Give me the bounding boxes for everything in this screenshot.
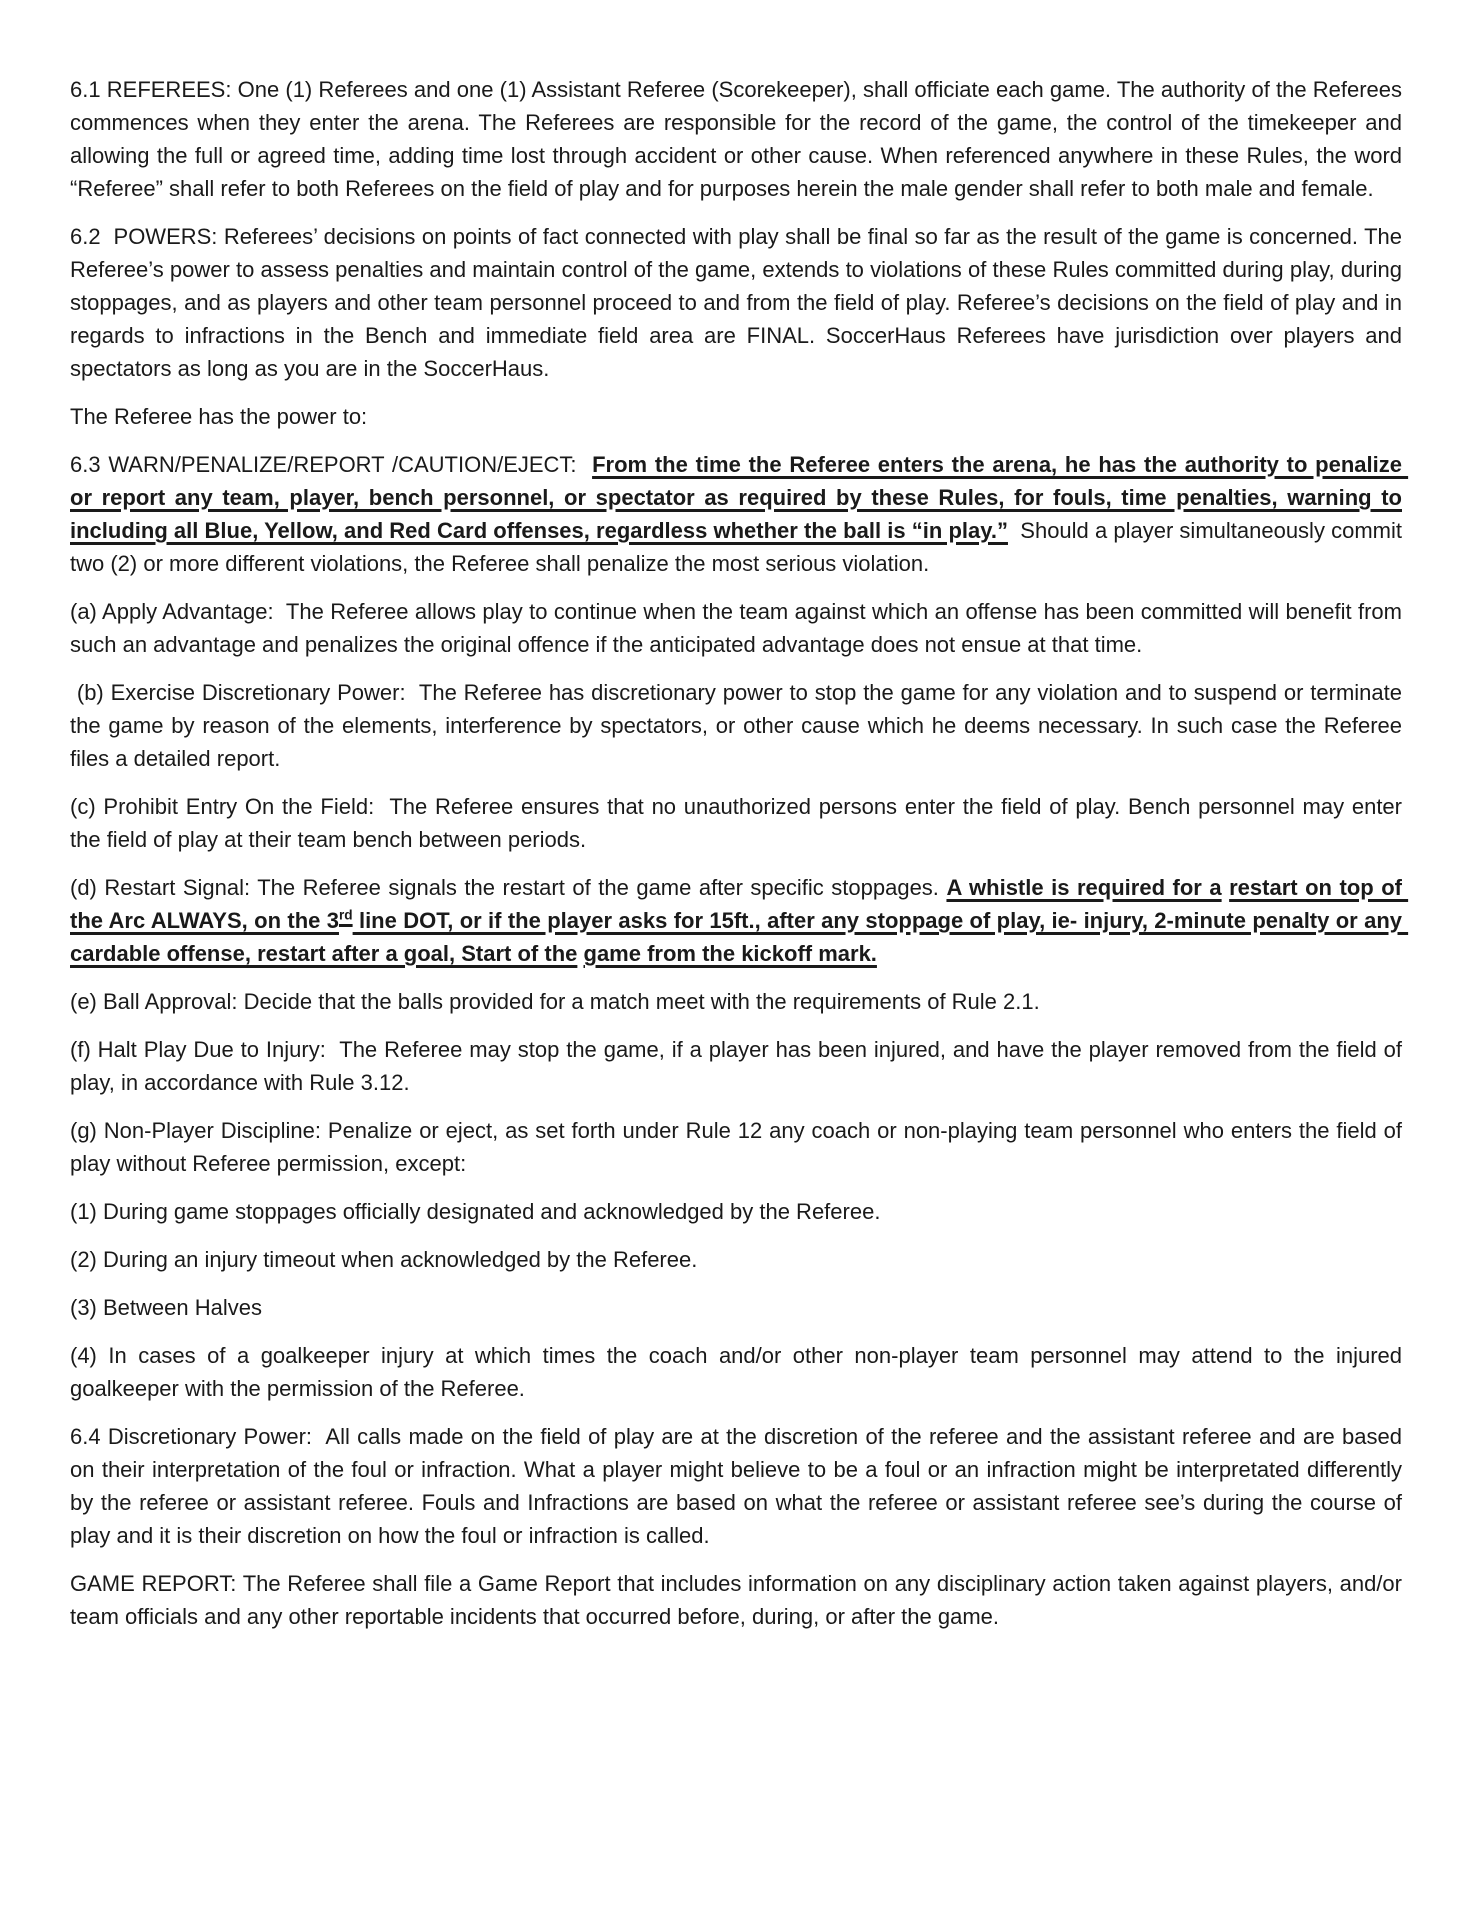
- emphasized-text-run: game from the kickoff mark.: [583, 941, 877, 966]
- paragraph: [70, 595, 1409, 661]
- text-run: 6.1 REFEREES: One (1) Referees and one (1) Assistant Referee (Scorekeeper), shall officiate each game. The authority of the Referees commences when they enter the arena. The Referees are responsible for the record of the game, the control of the timekeeper and allowing the full or agreed time, adding time lost through accident or other cause. When referenced anywhere in these Rules, the word “Referee” shall refer to both Referees on the field of play and for purposes herein the male gender shall refer to both male and female.: [70, 77, 1409, 201]
- text-run: (c) Prohibit Entry On the Field: The Referee ensures that no unauthorized persons enter the field of play. Bench personnel may enter the field of play at their team bench between periods.: [70, 794, 1409, 852]
- paragraph: [70, 871, 1409, 970]
- emphasized-text-run: rd: [338, 907, 353, 923]
- paragraph: [70, 676, 1409, 775]
- paragraph: [70, 1114, 1409, 1180]
- text-run: 6.2 POWERS: Referees’ decisions on points of fact connected with play shall be final so far as the result of the game is concerned. The Referee’s power to assess penalties and maintain control of the game, extends to violations of these Rules committed during play, during stoppages, and as players and other team personnel proceed to and from the field of play. Referee’s decisions on the field of play and in regards to infractions in the Bench and immediate field area are FINAL. SoccerHaus Referees have jurisdiction over players and spectators as long as you are in the SoccerHaus.: [70, 224, 1409, 381]
- document-body: [70, 73, 1409, 1633]
- emphasized-text-run: [1402, 485, 1408, 510]
- text-run: (f) Halt Play Due to Injury: The Referee may stop the game, if a player has been injured, and have the player removed from the field of play, in accordance with Rule 3.12.: [70, 1037, 1409, 1095]
- emphasized-text-run: line DOT, or if the player asks for 15ft., after any stoppage of play, ie- injury, 2-minute penalty or any cardable offense, restart after a goal, Start of the: [70, 908, 1409, 966]
- emphasized-text-run: restart on top of the Arc ALWAYS, on the 3: [70, 875, 1409, 933]
- emphasized-text-run: From the time the Referee enters the arena, he has the authority to penalize or report any team, player, bench personnel, or spectator as required by these Rules, for fouls, time penalties, warning to: [70, 452, 1409, 510]
- text-run: (a) Apply Advantage: The Referee allows play to continue when the team against which an offense has been committed will benefit from such an advantage and penalizes the original offence if the anticipated advantage does not ensue at that time.: [70, 599, 1409, 657]
- text-run: GAME REPORT: The Referee shall file a Game Report that includes information on any disciplinary action taken against players, and/or team officials and any other reportable incidents that occurred before, during, or after the game.: [70, 1571, 1409, 1629]
- text-run: (e) Ball Approval: Decide that the balls provided for a match meet with the requirements of Rule 2.1.: [70, 989, 1040, 1014]
- paragraph: [70, 985, 1402, 1018]
- text-run: (d) Restart Signal: The Referee signals the restart of the game after specific stoppages.: [70, 875, 947, 900]
- text-run: 6.3 WARN/PENALIZE/REPORT /CAUTION/EJECT:: [70, 452, 593, 477]
- paragraph: [70, 1033, 1409, 1099]
- text-run: (4) In cases of a goalkeeper injury at which times the coach and/or other non-player team personnel may attend to the injured goalkeeper with the permission of the Referee.: [70, 1343, 1409, 1401]
- paragraph: [70, 73, 1409, 205]
- paragraph: [70, 1195, 1402, 1228]
- emphasized-text-run: [1222, 875, 1230, 900]
- text-run: 6.4 Discretionary Power: All calls made on the field of play are at the discretion of the referee and the assistant referee and are based on their interpretation of the foul or infraction. What a player might believe to be a foul or an infraction might be interpretated differently by the referee or assistant referee. Fouls and Infractions are based on what the referee or assistant referee see’s during the course of play and it is their discretion on how the foul or infraction is called.: [70, 1424, 1409, 1548]
- emphasized-text-run: including all Blue, Yellow, and Red Card offenses, regardless whether the ball is “in play.”: [70, 518, 1008, 543]
- paragraph: [70, 1243, 1402, 1276]
- text-run: Should a player simultaneously commit two (2) or more different violations, the Referee shall penalize the most serious violation.: [70, 518, 1409, 576]
- text-run: (g) Non-Player Discipline: Penalize or eject, as set forth under Rule 12 any coach or non-playing team personnel who enters the field of play without Referee permission, except:: [70, 1118, 1409, 1176]
- paragraph: [70, 400, 1402, 433]
- paragraph: [70, 790, 1409, 856]
- paragraph: [70, 1420, 1409, 1552]
- paragraph: [70, 1567, 1409, 1633]
- paragraph: [70, 220, 1409, 385]
- text-run: (3) Between Halves: [70, 1295, 262, 1320]
- text-run: The Referee has the power to:: [70, 404, 368, 429]
- paragraph: [70, 1291, 1402, 1324]
- text-run: (b) Exercise Discretionary Power: The Referee has discretionary power to stop the game for any violation and to suspend or terminate the game by reason of the elements, interference by spectators, or other cause which he deems necessary. In such case the Referee files a detailed report.: [70, 680, 1409, 771]
- text-run: (1) During game stoppages officially designated and acknowledged by the Referee.: [70, 1199, 881, 1224]
- paragraph: [70, 1339, 1409, 1405]
- paragraph: [70, 448, 1409, 580]
- text-run: (2) During an injury timeout when acknowledged by the Referee.: [70, 1247, 698, 1272]
- emphasized-text-run: A whistle is required for a: [946, 875, 1222, 900]
